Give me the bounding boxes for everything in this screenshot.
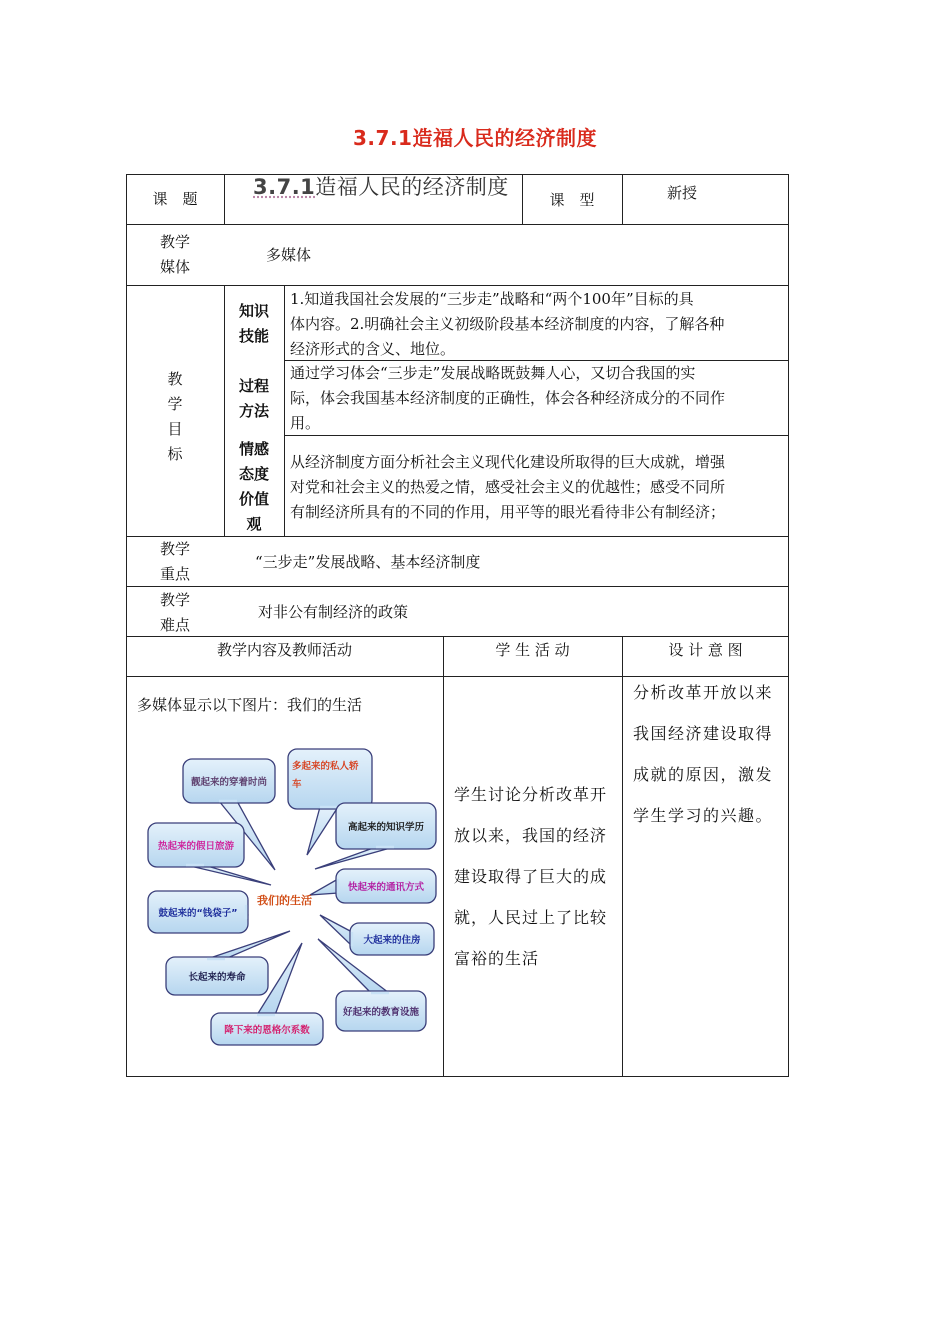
process-text-line: 通过学习体会“三步走”发展战略既鼓舞人心，又切合我国的实 <box>290 364 696 382</box>
goals-label-char: 教 <box>167 370 183 388</box>
student-activity-line: 就，人民过上了比较 <box>454 908 608 927</box>
bubble-tail <box>310 879 338 895</box>
student-activity-line: 建设取得了巨大的成 <box>454 867 608 886</box>
type-value: 新授 <box>666 184 697 202</box>
bubble-label: 热起来的假日旅游 <box>157 841 235 852</box>
diagram-center-label: 我们的生活 <box>257 894 312 907</box>
media-value: 多媒体 <box>266 246 312 264</box>
row-divider <box>284 435 789 436</box>
document-title: 3.7.1造福人民的经济制度 <box>353 126 597 150</box>
column-header-student: 学 生 活 动 <box>495 641 570 659</box>
difficulty-label-line1: 教学 <box>159 591 190 609</box>
lesson-title-text: 造福人民的经济制度 <box>315 175 509 199</box>
emotion-label-line: 观 <box>246 515 262 533</box>
row-divider <box>126 285 789 286</box>
row-divider <box>126 586 789 587</box>
design-intent-line: 成就的原因，激发 <box>633 765 774 784</box>
bubble-label: 鼓起来的“钱袋子” <box>158 908 238 919</box>
bubble-tail <box>315 847 394 869</box>
col-divider <box>284 285 285 536</box>
process-text-line: 用。 <box>290 414 321 432</box>
bubble-label: 高起来的知识学历 <box>347 822 425 833</box>
lesson-title-image <box>253 171 509 201</box>
key-point-label-line1: 教学 <box>159 540 190 558</box>
emotion-text-line: 对党和社会主义的热爱之情，感受社会主义的优越性；感受不同所 <box>290 478 726 496</box>
col-divider <box>443 636 444 1077</box>
emotion-text-line: 有制经济所具有的不同的作用，用平等的眼光看待非公有制经济； <box>290 503 726 521</box>
knowledge-text-line: 体内容。2.明确社会主义初级阶段基本经济制度的内容，了解各种 <box>290 315 725 333</box>
student-activity-line: 学生讨论分析改革开 <box>454 785 608 804</box>
knowledge-label-line2: 技能 <box>238 327 269 345</box>
emotion-label-line: 价值 <box>238 490 269 508</box>
design-intent-line: 分析改革开放以来 <box>633 683 774 702</box>
media-label-line2: 媒体 <box>159 258 190 276</box>
knowledge-text-line: 1.知道我国社会发展的“三步走”战略和“两个100年”目标的具 <box>290 290 694 308</box>
student-activity-line: 放以来，我国的经济 <box>454 826 608 845</box>
student-activity-line: 富裕的生活 <box>454 949 540 968</box>
bubble-label: 大起来的住房 <box>363 935 421 946</box>
col-divider <box>622 636 623 1077</box>
col-divider <box>224 174 225 224</box>
topic-label: 课 题 <box>152 190 198 208</box>
key-point-value: “三步走”发展战略、基本经济制度 <box>255 553 481 571</box>
type-label: 课 型 <box>549 191 595 209</box>
bubble-label: 多起来的私人轿车 <box>292 761 359 790</box>
emotion-text-line: 从经济制度方面分析社会主义现代化建设所取得的巨大成就，增强 <box>290 453 726 471</box>
bubble-tail <box>186 865 271 885</box>
design-intent-line: 我国经济建设取得 <box>633 724 774 743</box>
bubble-tail <box>307 807 338 855</box>
bubble-tail <box>207 931 290 959</box>
column-header-content: 教学内容及教师活动 <box>216 641 352 659</box>
process-label-line1: 过程 <box>238 377 269 395</box>
column-header-design: 设 计 意 图 <box>668 641 743 659</box>
media-label-line1: 教学 <box>159 233 190 251</box>
knowledge-text-line: 经济形式的含义、地位。 <box>290 340 456 358</box>
bubble-label: 靓起来的穿着时尚 <box>190 777 268 788</box>
design-intent-line: 学生学习的兴趣。 <box>633 806 774 825</box>
difficulty-value: 对非公有制经济的政策 <box>258 603 409 621</box>
process-text-line: 际，体会我国基本经济制度的正确性，体会各种经济成分的不同作 <box>290 389 726 407</box>
goals-label-char: 学 <box>167 395 183 413</box>
bubble-label: 长起来的寿命 <box>188 972 246 983</box>
process-label-line2: 方法 <box>238 402 269 420</box>
difficulty-label-line2: 难点 <box>159 616 190 634</box>
bubble-label: 降下来的恩格尔系数 <box>224 1025 310 1036</box>
goals-label-char: 目 <box>167 420 183 438</box>
lesson-number: 3.7.1 <box>253 175 316 199</box>
content-intro: 多媒体显示以下图片：我们的生活 <box>137 696 363 714</box>
emotion-label-line: 情感 <box>238 440 269 458</box>
bubble-label: 好起来的教育设施 <box>342 1007 420 1018</box>
key-point-label-line2: 重点 <box>159 565 190 583</box>
goals-label-char: 标 <box>167 445 183 463</box>
emotion-label-line: 态度 <box>238 465 269 483</box>
bubble-tail <box>320 915 352 946</box>
bubble-label: 快起来的通讯方式 <box>347 882 425 893</box>
row-divider <box>126 224 789 225</box>
row-divider <box>126 636 789 637</box>
our-life-diagram <box>140 745 440 1055</box>
knowledge-label-line1: 知识 <box>238 302 269 320</box>
